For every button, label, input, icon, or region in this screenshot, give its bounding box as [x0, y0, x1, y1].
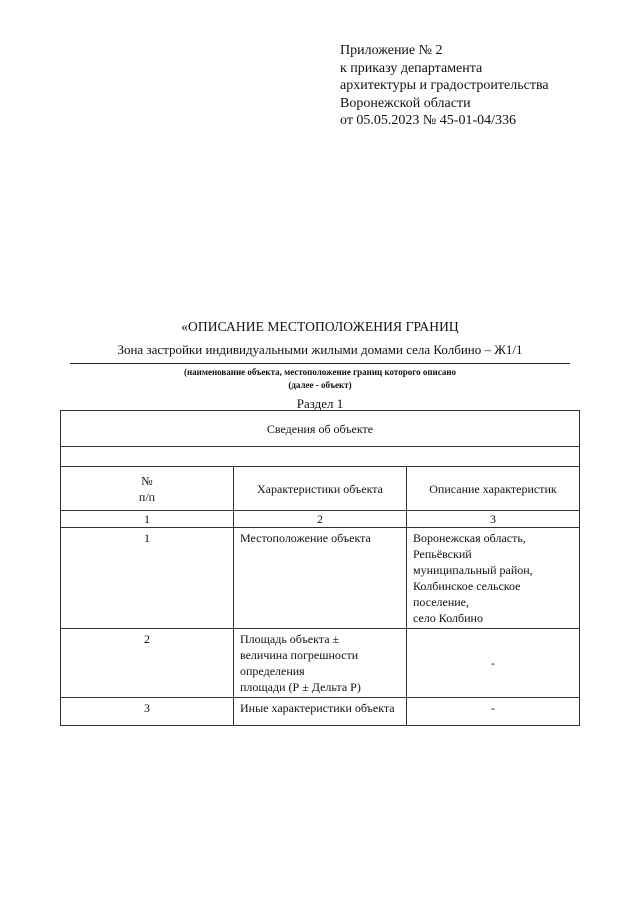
appendix-line: архитектуры и градостроительства — [340, 78, 549, 93]
row-description-line: Колбинское сельское поселение, — [413, 579, 521, 609]
table-empty-row — [61, 447, 580, 467]
table-row — [61, 629, 580, 698]
row-num: 1 — [61, 528, 234, 629]
col-header-description: Описание характеристик — [407, 467, 580, 511]
appendix-block — [340, 42, 549, 130]
col-header-characteristics: Характеристики объекта — [234, 467, 407, 511]
row-characteristic-line: величина погрешности определения — [240, 648, 359, 678]
row-description-line: муниципальный район, — [413, 563, 533, 577]
row-num: 3 — [61, 698, 234, 726]
col-header-num — [61, 467, 234, 511]
row-characteristic-line: площади (Р ± Дельта Р) — [240, 680, 361, 694]
document-title: «ОПИСАНИЕ МЕСТОПОЛОЖЕНИЯ ГРАНИЦ — [181, 319, 459, 334]
col-number: 2 — [234, 511, 407, 528]
object-name-note-continued: (далее - объект) — [288, 380, 352, 390]
appendix-line: от 05.05.2023 № 45-01-04/336 — [340, 113, 517, 128]
col-header-num-symbol: № — [141, 473, 153, 488]
object-name-note: (наименование объекта, местоположение границ которого описано — [183, 367, 457, 377]
row-num: 2 — [61, 629, 234, 698]
table-header: Сведения об объекте — [61, 411, 580, 447]
appendix-line: к приказу департамента — [340, 60, 483, 76]
row-description: - — [407, 698, 580, 726]
row-characteristic — [234, 629, 407, 698]
underline-divider — [70, 363, 570, 364]
row-description — [407, 528, 580, 629]
object-info-table — [60, 410, 580, 726]
appendix-line: Приложение № 2 — [340, 43, 443, 58]
table-row — [61, 528, 580, 629]
section-heading: Раздел 1 — [296, 396, 344, 411]
row-description-line: село Колбино — [413, 611, 483, 625]
col-header-num-label: п/п — [138, 489, 156, 504]
object-name: Зона застройки индивидуальными жилыми домами села Колбино – Ж1/1 — [117, 342, 523, 357]
row-characteristic: Местоположение объекта — [234, 528, 407, 629]
col-number: 1 — [61, 511, 234, 528]
col-number: 3 — [407, 511, 580, 528]
row-description-line: Воронежская область, Репьёвский — [413, 531, 526, 561]
row-characteristic-line: Площадь объекта ± — [240, 632, 340, 646]
row-description: - — [407, 629, 580, 698]
appendix-line: Воронежской области — [340, 95, 471, 111]
table-column-numbers — [61, 511, 580, 528]
row-characteristic: Иные характеристики объекта — [234, 698, 407, 726]
table-column-headers — [61, 467, 580, 511]
table-row — [61, 698, 580, 726]
